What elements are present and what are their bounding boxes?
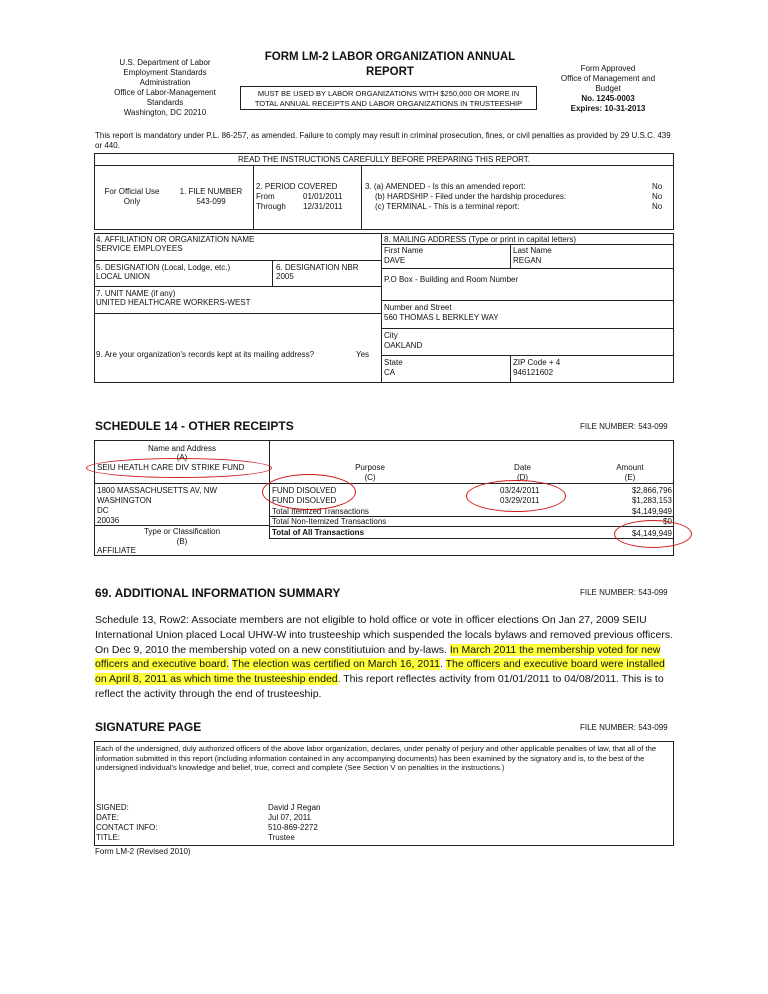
period-covered-label: 2. PERIOD COVERED <box>256 182 338 191</box>
type-classification-label: Type or Classification <box>143 527 221 536</box>
unit-name-label: 7. UNIT NAME (if any) <box>96 289 176 298</box>
mandatory-notice: This report is mandatory under P.L. 86-257, as amended. Failure to comply may result in criminal prosecution, fines, or civil penalties as provided by 29 U.S.C. 439 or 440. <box>95 131 671 150</box>
agency-line: Washington, DC 20210 <box>123 108 207 117</box>
signed-value: David J Regan <box>268 803 321 812</box>
last-name-label: Last Name <box>513 246 552 255</box>
po-box-label: P.O Box - Building and Room Number <box>384 275 519 284</box>
city-label: City <box>384 331 398 340</box>
schedule14-title: SCHEDULE 14 - OTHER RECEIPTS <box>95 419 294 433</box>
signed-label: SIGNED: <box>96 803 129 812</box>
records-answer: Yes <box>356 350 370 359</box>
date-value: Jul 07, 2011 <box>268 813 311 822</box>
col-purpose-sub: (C) <box>364 473 376 482</box>
agency-line: Administration <box>139 78 191 87</box>
state-value: CA <box>384 368 396 377</box>
hardship-question: (b) HARDSHIP - Filed under the hardship procedures: <box>375 192 567 201</box>
street-value: 560 THOMAS L BERKLEY WAY <box>384 313 499 322</box>
summary-highlight: The election was certified on March 16, 2011 <box>231 658 440 671</box>
official-use-label: For Official Use Only <box>104 187 160 206</box>
declaration-text: Each of the undersigned, duly authorized officers of the above labor organization, declares, under penalty of perjury and other applicable penalties of law, that all of the information submitted in this report (including information contained in any accompanying documents) has been examined by the signatory and is, to the best of the undersigned individual's knowledge and belief, true, correct and complete (See Section V on penalties in the instructions.) <box>96 744 657 773</box>
summary-plain: . <box>439 658 446 671</box>
address-line: WASHINGTON <box>97 496 152 505</box>
signature-file-number: FILE NUMBER: 543-099 <box>580 723 668 732</box>
contact-label: CONTACT INFO: <box>96 823 158 832</box>
type-classification-value: AFFILIATE <box>97 546 136 555</box>
must-note-line: TOTAL ANNUAL RECEIPTS AND LABOR ORGANIZATIONS IN TRUSTEESHIP <box>254 99 523 108</box>
approval-line: Office of Management and <box>560 74 656 83</box>
terminal-question: (c) TERMINAL - This is a terminal report: <box>375 202 520 211</box>
last-name-value: REGAN <box>513 256 542 265</box>
through-value: 12/31/2011 <box>303 202 343 211</box>
contact-value: 510-869-2272 <box>268 823 318 832</box>
col-name-sub: (A) <box>176 453 188 462</box>
approval-line: Form Approved <box>580 64 636 73</box>
approval-line: Expires: 10-31-2013 <box>570 104 646 113</box>
agency-line: U.S. Department of Labor <box>119 58 211 67</box>
total-itemized-value: $4,149,949 <box>631 507 672 516</box>
form-footer: Form LM-2 (Revised 2010) <box>95 847 191 856</box>
row-purpose: FUND DISOLVED <box>272 496 337 505</box>
form-title-line1: FORM LM-2 LABOR ORGANIZATION ANNUAL <box>264 51 516 63</box>
state-label: State <box>384 358 403 367</box>
designation-label: 5. DESIGNATION (Local, Lodge, etc.) <box>96 263 231 272</box>
designation-nbr-label: 6. DESIGNATION NBR <box>276 263 359 272</box>
col-date: Date <box>514 463 531 472</box>
total-all-value: $4,149,949 <box>631 529 672 538</box>
payer-name: SEIU HEATLH CARE DIV STRIKE FUND <box>97 463 245 472</box>
summary-highlight: The officers and executive board were installed on April 8, 2011 as which time the trusteeship ended <box>95 658 665 686</box>
mailing-address-label: 8. MAILING ADDRESS (Type or print in capital letters) <box>384 235 577 244</box>
designation-value: LOCAL UNION <box>96 272 150 281</box>
affiliation-label: 4. AFFILIATION OR ORGANIZATION NAME <box>96 235 255 244</box>
affiliation-value: SERVICE EMPLOYEES <box>96 244 183 253</box>
title-label: TITLE: <box>96 833 121 842</box>
summary-file-number: FILE NUMBER: 543-099 <box>580 588 668 597</box>
hardship-answer: No <box>652 192 663 201</box>
red-circle-annotation <box>614 520 692 548</box>
total-non-itemized-value: $0 <box>663 517 672 526</box>
city-value: OAKLAND <box>384 341 423 350</box>
col-date-sub: (D) <box>516 473 529 482</box>
signature-title: SIGNATURE PAGE <box>95 720 202 734</box>
records-question: 9. Are your organization's records kept at its mailing address? <box>96 350 315 359</box>
red-circle-annotation <box>86 458 272 478</box>
approval-block <box>548 64 668 114</box>
file-number-value: 543-099 <box>196 197 226 206</box>
schedule14-file-number: FILE NUMBER: 543-099 <box>580 422 668 431</box>
summary-plain: Schedule 13, Row2: Associate members are not eligible to hold office or vote in officer elections On Jan 27, 2009 SEIU International Union placed Local UHW-W into trusteeship which suspended the locals bylaws and removed previous officers. On Dec 9, 2010 the membership voted on a new constitiutuion and by-laws. <box>95 614 673 656</box>
row-amount: $2,866,796 <box>631 486 672 495</box>
col-name-address: Name and Address <box>147 444 217 453</box>
agency-line: Standards <box>146 98 184 107</box>
row-purpose: FUND DISOLVED <box>272 486 337 495</box>
col-amount: Amount <box>616 463 644 472</box>
from-label: From <box>256 192 275 201</box>
street-label: Number and Street <box>384 303 452 312</box>
terminal-answer: No <box>652 202 663 211</box>
summary-highlight: In March 2011 the membership voted for new officers and executive board. <box>95 643 661 671</box>
instructions-line: READ THE INSTRUCTIONS CAREFULLY BEFORE PREPARING THIS REPORT. <box>237 155 531 164</box>
first-name-value: DAVE <box>384 256 406 265</box>
col-purpose: Purpose <box>355 463 385 472</box>
amended-answer: No <box>652 182 663 191</box>
address-line: 20036 <box>97 516 120 525</box>
total-all-label: Total of All Transactions <box>272 528 365 537</box>
zip-label: ZIP Code + 4 <box>513 358 561 367</box>
address-line: 1800 MASSACHUSETTS AV, NW <box>97 486 218 495</box>
must-use-note <box>240 86 537 110</box>
agency-line: Employment Standards <box>123 68 207 77</box>
row-amount: $1,283,153 <box>631 496 672 505</box>
address-line: DC <box>97 506 109 515</box>
amended-question: 3. (a) AMENDED - Is this an amended report: <box>365 182 526 191</box>
unit-name-value: UNITED HEALTHCARE WORKERS-WEST <box>96 298 251 307</box>
form-title <box>240 50 540 80</box>
designation-nbr-value: 2005 <box>276 272 294 281</box>
type-classification-sub: (B) <box>176 537 188 546</box>
approval-line: No. 1245-0003 <box>581 94 635 103</box>
zip-value: 946121602 <box>513 368 554 377</box>
must-note-line: MUST BE USED BY LABOR ORGANIZATIONS WITH $250,000 OR MORE IN <box>257 89 520 98</box>
through-label: Through <box>256 202 286 211</box>
total-non-itemized-label: Total Non-Itemized Transactions <box>272 517 387 526</box>
agency-line: Office of Labor-Management <box>114 88 216 97</box>
summary-plain: . This report reflectes activity from 01/01/2011 to 04/08/2011. This is to reflect the activity through the end of trusteeship. <box>95 673 664 700</box>
form-title-line2: REPORT <box>366 66 414 78</box>
total-itemized-label: Total Itemized Transactions <box>272 507 369 516</box>
red-circle-annotation <box>262 474 356 510</box>
agency-block <box>100 58 230 118</box>
red-circle-annotation <box>466 480 566 512</box>
first-name-label: First Name <box>384 246 424 255</box>
col-amount-sub: (E) <box>624 473 636 482</box>
from-value: 01/01/2011 <box>303 192 343 201</box>
date-label: DATE: <box>96 813 119 822</box>
title-value: Trustee <box>268 833 295 842</box>
file-number-label: 1. FILE NUMBER <box>179 187 243 196</box>
summary-text <box>95 613 677 702</box>
row-date: 03/24/2011 <box>500 486 540 495</box>
summary-title: 69. ADDITIONAL INFORMATION SUMMARY <box>95 586 341 600</box>
approval-line: Budget <box>595 84 621 93</box>
row-date: 03/29/2011 <box>500 496 540 505</box>
